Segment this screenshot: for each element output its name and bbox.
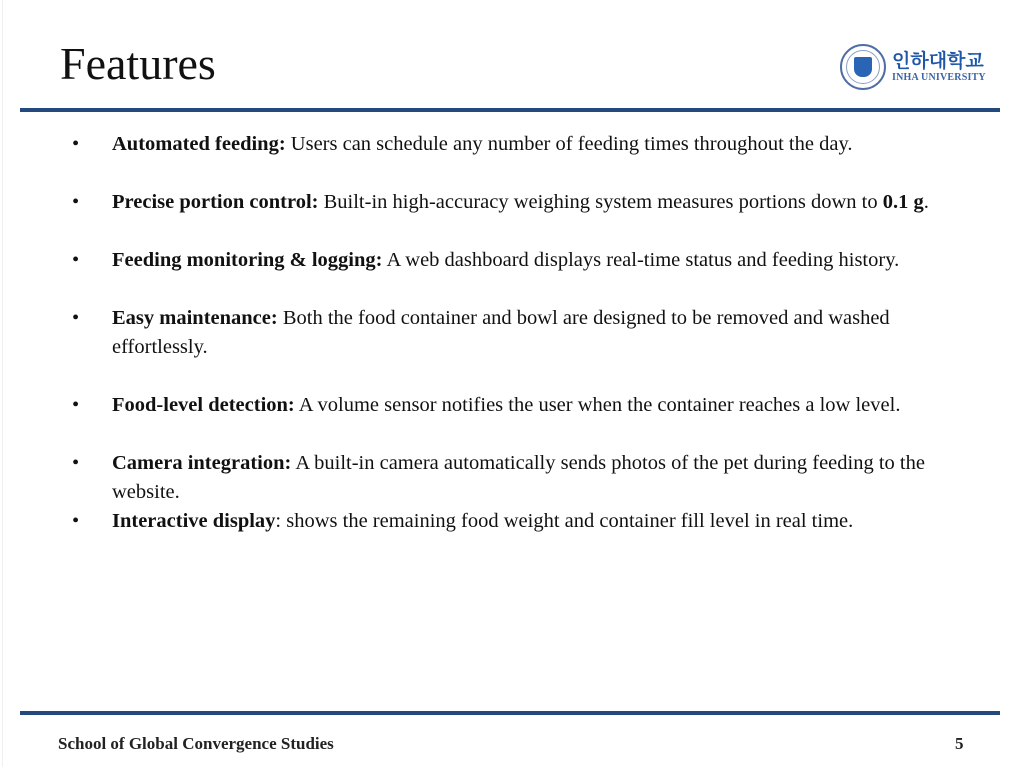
feature-item-camera-integration — [72, 449, 972, 507]
feature-item-portion-control — [72, 188, 972, 217]
page-number: 5 — [955, 734, 964, 753]
feature-label: Easy maintenance: — [112, 307, 278, 329]
bullet-icon: • — [72, 394, 80, 416]
bullet-icon: • — [72, 133, 80, 155]
feature-label: Interactive display — [112, 510, 276, 532]
university-seal-icon — [840, 44, 886, 90]
feature-text: A web dashboard displays real-time status and feeding history. — [382, 249, 900, 271]
footer-organization: School of Global Convergence Studies — [58, 734, 334, 753]
feature-item-automated-feeding — [72, 130, 972, 159]
feature-label: Precise portion control: — [112, 191, 319, 213]
slide-edge — [2, 0, 3, 767]
bullet-icon: • — [72, 191, 80, 213]
header-divider — [20, 108, 1000, 112]
feature-list — [72, 130, 972, 536]
university-logo — [840, 42, 1000, 92]
feature-emphasis: 0.1 g — [882, 191, 924, 213]
bullet-icon: • — [72, 452, 80, 474]
feature-item-food-level-detection — [72, 391, 972, 420]
bullet-icon: • — [72, 307, 80, 329]
bullet-icon: • — [72, 249, 80, 271]
footer-divider — [20, 711, 1000, 715]
logo-english-name: INHA UNIVERSITY — [892, 72, 986, 83]
feature-text: A built-in camera automatically sends photos of the pet during feeding to the website. — [112, 452, 925, 503]
seal-emblem — [854, 57, 872, 77]
bullet-icon: • — [72, 510, 80, 532]
feature-text: Built-in high-accuracy weighing system measures portions down to — [318, 191, 883, 213]
slide-title: Features — [60, 38, 216, 89]
feature-text: A volume sensor notifies the user when the container reaches a low level. — [294, 394, 901, 416]
feature-label: Feeding monitoring & logging: — [112, 249, 383, 271]
feature-text: Both the food container and bowl are designed to be removed and washed effortlessly. — [112, 307, 890, 358]
feature-label: Camera integration: — [112, 452, 292, 474]
feature-text: : shows the remaining food weight and container fill level in real time. — [275, 510, 854, 532]
logo-korean-name: 인하대학교 — [892, 50, 984, 72]
feature-text-after: . — [923, 191, 929, 213]
feature-label: Automated feeding: — [112, 133, 286, 155]
feature-item-interactive-display — [72, 507, 972, 536]
feature-item-monitoring-logging — [72, 246, 972, 275]
feature-text: Users can schedule any number of feeding times throughout the day. — [285, 133, 853, 155]
logo-text — [892, 50, 986, 84]
feature-label: Food-level detection: — [112, 394, 295, 416]
feature-item-easy-maintenance — [72, 304, 972, 362]
